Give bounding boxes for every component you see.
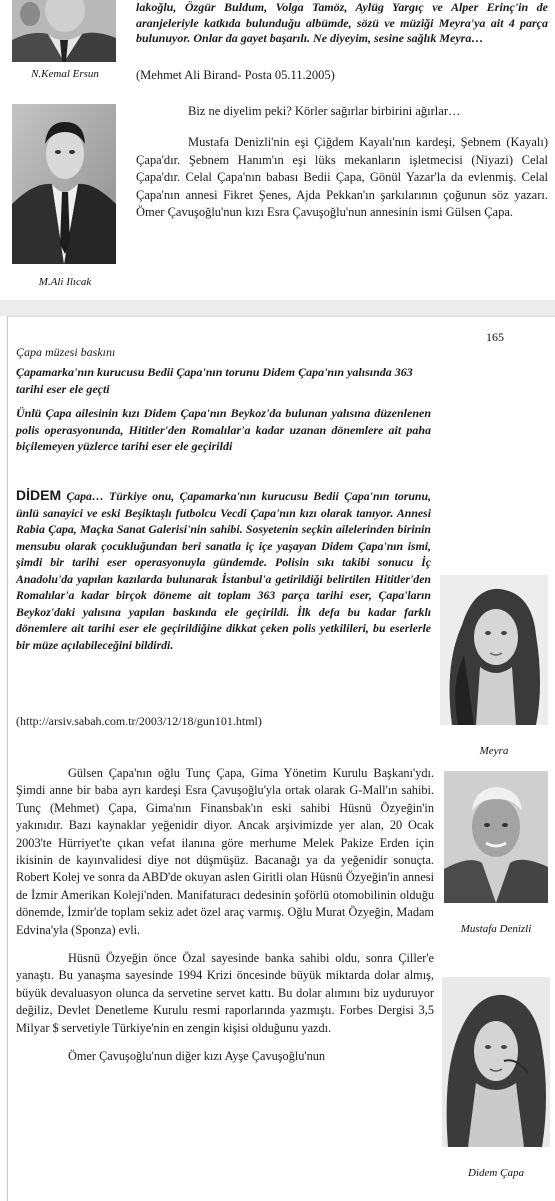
paragraph: Ömer Çavuşoğlu'nun diğer kızı Ayşe Çavuşoğlu'nun — [68, 1049, 326, 1064]
top-quote-source: (Mehmet Ali Birand- Posta 05.11.2005) — [136, 68, 335, 82]
top-page — [0, 0, 555, 300]
top-quote: lakoğlu, Özgür Buldum, Volga Tamöz, Aylüg Yargıç ve Alper Erinç'in de aranjeleriyle katkıda bulunduğu albümde, sözü ve müziği Meyra'ya ait 4 parça bulunuyor. Onlar da gayet başarılı. Ne diyeyim, sesine sağlık Meyra… — [136, 0, 548, 45]
article-text: Çapa… Türkiye onu, Çapamarka'nın kurucusu Bedii Çapa'nın torunu, ünlü sanayici ve eski Beşiktaşlı futbolcu Vecdi Çapa'nın kızı olarak tanıyor. Annesi Rabia Çapa, Maçka Sanat Galerisi'nin sahibi. Sosyetenin seçkin ailelerinden birinin mensubu olarak çocukluğundan beri sanatla iç içe yaşayan Didem Çapa'nın ismi, şimdi bir tarihi eser operasyonuyla gündemde. Polisin sıkı takibi sonucu İç Anadolu'da yapılan kazılarda bulunarak İstanbul'a getirildiği belirtilen Hititler'den Romalılar'a kadar birçok döneme ait toplam 363 parça tarihi eser, Çapa'ların Beykoz'daki yalısına yapılan baskında ele geçirildi. İlk defa bu kadar farklı dönemlere ait tarihi eser ele geçirildiğine dikkat çeken polis yetkilileri, bu eserlerle bir müze açılabileceğini bildirdi. — [16, 489, 431, 652]
photo-meyra — [440, 575, 548, 725]
bottom-page — [7, 316, 555, 1201]
paragraph: Biz ne diyelim peki? Körler sağırlar birbirini ağırlar… — [188, 104, 461, 118]
section-title: Çapa müzesi baskını — [16, 345, 116, 359]
caption-kemal-ersun: N.Kemal Ersun — [31, 68, 99, 80]
paragraph: Gülsen Çapa'nın oğlu Tunç Çapa, Gima Yönetim Kurulu Başkanı'ydı. Şimdi anne bir baba ayrı kardeşi Esra Çavuşoğlu'yla ortak olarak G-Mall'ın sahibi. Tunç (Mehmet) Çapa, Gima'nın Finansbak'ın eski sahibi Hüsnü Özyeğin'in yakınıdır. Bazı kaynaklar yeğenidir diyor. Ancak arşivimizde yer alan, 20 Ocak 2003'te Hürriyet'te çıkan vefat ilanına göre merhume Melek Pakize Erden için ikisinin de kayınvalidesi diye not düşmüşüz. Bacanağı ya da yeğenidir sonuçta. Robert Kolej ve sonra da ABD'de okuyan aslen Giritli olan Hüsnü Özyeğin'in annesi de İzmir Amerikan Koleji'nden. Manifaturacı dedesinin şoförlü otomobilinin olduğu dönemde, İzmir'de toplam sekiz adet özel araç varmış. Oğlu Murat Özyeğin, Madam Edvina'yla (Sponza) evli. — [16, 766, 434, 937]
page-number: 165 — [486, 330, 504, 344]
photo-didem-capa — [442, 977, 550, 1147]
photo-mustafa-denizli — [444, 771, 548, 903]
caption-mustafa-denizli: Mustafa Denizli — [460, 923, 532, 935]
page-gap — [0, 300, 555, 316]
source-url: (http://arsiv.sabah.com.tr/2003/12/18/gun101.html) — [16, 714, 262, 728]
top-body-text — [136, 103, 548, 235]
bottom-body-text — [16, 765, 434, 1077]
photo-ali-ilicak — [12, 104, 116, 264]
article-body — [16, 487, 431, 653]
caption-didem-capa: Didem Çapa — [468, 1167, 524, 1179]
caption-ali-ilicak: M.Ali Ilıcak — [38, 276, 92, 288]
paragraph: Mustafa Denizli'nin eşi Çiğdem Kayalı'nın kardeşi, Şebnem (Kayalı) Çapa'dır. Şebnem Hanım'ın eşi lüks mekanların işletmecisi (Niyazi) Celal Çapa'dır. Celal Çapa'nın babası Bedii Çapa, Gönül Yazar'la da evlenmiş. Celal Çapa'nın annesi Fikret Şenes, Ajda Pekkan'ın şarkılarının çoğunun söz yazarı. Ömer Çavuşoğlu'nun kızı Esra Çavuşoğlu'nun annesinin ismi Gülsen Çapa. — [136, 135, 548, 220]
caption-meyra: Meyra — [479, 745, 509, 757]
photo-kemal-ersun — [12, 0, 116, 62]
article-lead: Ünlü Çapa ailesinin kızı Didem Çapa'nın Beykoz'da bulunan yalısına düzenlenen polis operasyonunda, Hititler'den Romalılar'a kadar uzanan dönemlere ait paha biçilemeyen yüzlerce tarihi eser ele geçirildi — [16, 406, 431, 453]
paragraph: Hüsnü Özyeğin önce Özal sayesinde banka sahibi oldu, sonra Çiller'e yanaştı. Bu yanaşma sayesinde 1994 Krizi öncesinde büyük miktarda dolar almış, büyük devaluasyon olunca da servetine servet kattı. Bu dolar alımını biz uyduruyor değiliz, Devlet Denetleme Kurulu resmi raporlarında yazmıştı. Forbes Dergisi 3,5 Milyar $ servetiyle Türkiye'nin en zengin kişisi olduğunu yazdı. — [16, 951, 434, 1035]
article-headline: Çapamarka'nın kurucusu Bedii Çapa'nın torunu Didem Çapa'nın yalısında 363 tarihi eser ele geçti — [16, 365, 413, 396]
article-dropword: DİDEM — [16, 487, 62, 503]
